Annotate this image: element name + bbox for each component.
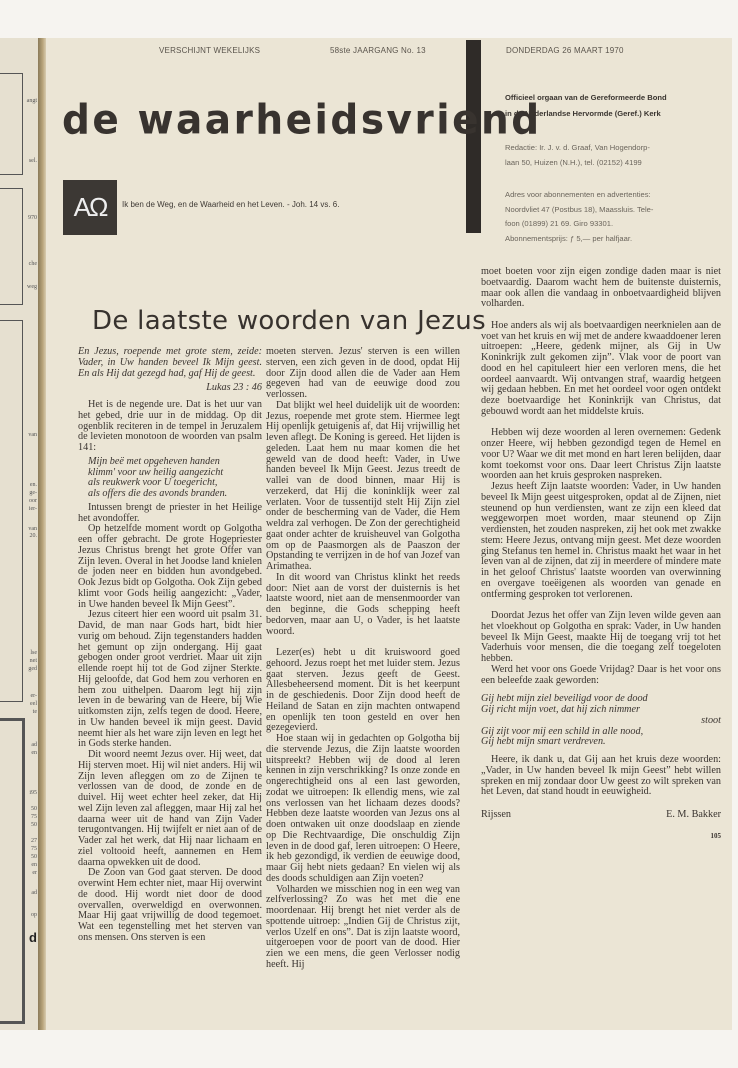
masthead: de waarheidsvriend xyxy=(62,96,542,145)
fragment: oor xyxy=(29,498,37,504)
paragraph: Hoe anders als wij als boetvaardigen neerknielen aan de voet van het kruis en wij met de andere kwaaddoener leren uitroepen: „Heere, gedenk mijner, als Gij in Uw Koninkrijk zult gekomen zijn”. Vlak voor de poort van dood en hel capituleert hier een verloren mens, die het oordeel aanvaardt. Wij ontvangen straf, waardig hetgeen wij gedaan hebben. En met het oordeel voor ogen ontdekt deze boetvaardige het Koninkrijk van Christus, dat gebouwd wordt aan het middelste kruis. xyxy=(481,319,721,417)
editor-info xyxy=(505,141,715,170)
paragraph: Volharden we misschien nog in een weg van zelfverlossing? Zo was het met die ene moordenaar. Hij brengt het niet verder als de spottende uitroep: „Indien Gij de Christus zijt, verlos Uzelf en ons”. Dat is zijn laatste woord, uitgeroepen voor de poort van de dood. Hier zien we een mens, die geen Verlosser nodig heeft. Hij xyxy=(266,883,460,970)
editor-line: laan 50, Huizen (N.H.), tel. (02152) 4199 xyxy=(505,157,642,167)
official-organ xyxy=(505,90,715,122)
paragraph: Intussen brengt de priester in het Heilige het avondoffer. xyxy=(78,501,262,524)
address-line: Abonnementsprijs: ƒ 5,— per halfjaar. xyxy=(505,233,633,243)
fragment: lse xyxy=(30,650,37,656)
fragment: 20. xyxy=(29,533,37,539)
organ-line: in de Nederlandse Hervormde (Geref.) Kerk xyxy=(505,109,661,118)
motto: Ik ben de Weg, en de Waarheid en het Leven. - Joh. 14 vs. 6. xyxy=(122,200,340,209)
address-line: Noordvliet 47 (Postbus 18), Maassluis. Tele- xyxy=(505,204,654,214)
author: E. M. Bakker xyxy=(666,809,721,820)
paragraph: Hoe staan wij in gedachten op Golgotha bij die stervende Jezus, die Zijn laatste woorden uitspreekt? Hebben wij de dood al leren kennen in zijn verschrikking? Is onze zonde en ongerechtigheid ons al een last geworden, zodat we uitroepen: Ik ellendig mens, wie zal ons verlossen van het lichaam dezes doods? Hebben deze laatste woorden van Jezus ons al doen ontwaken uit onze doodslaap en ziende op Die Rechtvaardige, Die onschuldig Zijn leven in de dood gaf, leren uitroepen: O Heere, ik heb gezondigd, ik verdien de eeuwige dood, maar Gij hebt niets gedaan? En vielen wij als des doods schuldigen aan Zijn voeten? xyxy=(266,733,460,884)
signature-line xyxy=(481,810,721,821)
paragraph: Jezus citeert hier een woord uit psalm 31. David, de man naar Gods hart, bidt hier vurig om behoud. Zijn tegenstanders hadden het gemunt op zijn ondergang. Hij gaat gebogen onder groot verdriet. Maar uit zijn ellende roept hij tot de God zijner Sterkte. Hij geloofde, dat God hem zou verhoren en hem zou uithelpen. Daarom legt hij zijn leven in de bewaring van de Heere, bij Wie uitkomsten zijn, zelfs tegen de dood. Heere, in Uw handen beveel ik mijn geest. David neemt hier als het ware zijn leven en legt het in Gods sterke handen. xyxy=(78,609,262,750)
closing-poem xyxy=(481,694,721,748)
newspaper-page xyxy=(46,38,732,1030)
organ-line: Officieel orgaan van de Gereformeerde Bond xyxy=(505,93,667,102)
paragraph: Het is de negende ure. Dat is het uur van het gebed, drie uur in de middag. Op dit ogenblik reciteren in de tempel in Jeruzalem de levieten monotoon de woorden van psalm 141: xyxy=(78,399,262,453)
fragment: en xyxy=(31,750,37,756)
poem-line: Mijn beë met opgeheven handen xyxy=(88,455,220,467)
prev-page-box xyxy=(0,320,23,702)
paragraph: Dat blijkt wel heel duidelijk uit de woorden: Jezus, roepende met grote stem. Hiermee legt Hij openlijk getuigenis af, dat Hij vrijwillig het leven aflegt. De Koning is gereed. Het lijden is geleden. Laat hem nu maar komen die het geweld van de dood heeft: Vader, in Uwe handen beveel Ik Mijn Geest. Jezus treedt de vallei van de dood binnen, maar Hij is verzekerd, dat Hij die koninklijk weer zal verlaten. Voor de tussentijd stelt Hij Zijn ziel onder de bescherming van de Vader, die Hem weldra zal verhogen. De Zon der gerechtigheid gaat onder achter de kruisheuvel van Golgotha om op de Paasmorgen als de Paaszon der Opstanding te verrijzen in de hof van Jozef van Arimathea. xyxy=(266,399,460,572)
frequency-label: VERSCHIJNT WEKELIJKS xyxy=(159,46,261,55)
fragment: 50 xyxy=(31,806,37,812)
subscription-info xyxy=(505,188,715,246)
issue-date: DONDERDAG 26 MAART 1970 xyxy=(506,46,624,55)
paragraph: Heere, ik dank u, dat Gij aan het kruis deze woorden: „Vader, in Uw handen beveel Ik mijn Geest” hebt willen spreken en mij zondaar door Uw geest zo wilt spreken van het Leven, dat stand houdt in eeuwigheid. xyxy=(481,754,721,798)
fragment: 75 xyxy=(31,846,37,852)
paragraph: Jezus heeft Zijn laatste woorden: Vader, in Uw handen beveel Ik Mijn geest uitgesproken, opdat al de Zijnen, niet steunend op hun verdiensten, want ze zijn een kleed dat weggeworpen moet worden, maar steunend op Zijn verdiensten, het zouden naspreken, zij het ook met zwakke stem: Heere Jezus, ontvang mijn geest. Met deze woorden ging Stefanus ten hemel in. Christus maakt het waar in het leven van al de zijnen, dat zij in meerdere of mindere mate in het geloof Christus' laatste woorden van overwinning en overgave toeëigenen als woorden van genade en ontferming gesproken tot verlorenen. xyxy=(481,481,721,600)
address-line: foon (01899) 21 69. Giro 93301. xyxy=(505,219,614,229)
fragment: er xyxy=(32,870,37,876)
fragment: eel xyxy=(30,701,37,707)
prev-page-box xyxy=(0,718,25,1024)
previous-page-edge xyxy=(0,38,40,1030)
fragment: sel. xyxy=(28,158,37,164)
article-title: De laatste woorden van Jezus xyxy=(92,306,486,336)
poem-line: Gij hebt mijn ziel beveiligd voor de dood xyxy=(481,693,648,705)
column-1 xyxy=(78,347,262,944)
paragraph: In dit woord van Christus klinkt het reeds door: Niet aan de vorst der duisternis is het laatste woord, niet aan de mensenmoorder van den beginne, die Gods schepping heeft bedorven, maar aan U, o Vader, is het laatste woord. xyxy=(266,571,460,637)
fragment: van xyxy=(28,432,37,438)
epigraph: En Jezus, roepende met grote stem, zeide: Vader, in Uw handen beveel Ik Mijn geest. En als Hij dat gezegd had, gaf Hij de geest. xyxy=(78,346,262,379)
fragment: en. xyxy=(29,482,37,488)
paragraph: Dit woord neemt Jezus over. Hij weet, dat Hij sterven moet. Hij wil niet anders. Hij wil Zijn leven afleggen om zo de Zijnen te verlossen van de dood, de zonde en de duivel. Hij weet echter heel zeker, dat Hij wel Zijn leven zal afleggen, maar Hij zal het daarna weer uit de hand van Zijn Vader terugontvangen. Hij twijfelt er niet aan of de Vader zal het werk, dat Hij naar lichaam en ziel voltooid heeft, aannemen en Hem daarna opwekken uit de dood. xyxy=(78,749,262,868)
fragment: ier- xyxy=(28,506,37,512)
page-number: 105 xyxy=(710,831,721,840)
place: Rijssen xyxy=(481,809,512,820)
fragment: ad xyxy=(31,742,37,748)
fragment: van xyxy=(28,526,37,532)
alpha-omega-logo: AΩ xyxy=(63,180,117,235)
psalm-quote xyxy=(88,457,262,500)
column-2 xyxy=(266,347,460,971)
prev-page-box xyxy=(0,73,23,175)
fragment: d xyxy=(29,930,37,945)
fragment: i95 xyxy=(29,790,37,796)
fragment: en xyxy=(31,862,37,868)
paragraph: moet boeten voor zijn eigen zondige daden maar is niet boetvaardig. Daarom wacht hem de buitenste duisternis, maar ook allen die vandaag in onboetvaardigheid blijven volharden. xyxy=(481,266,721,310)
epigraph-reference: Lukas 23 : 46 xyxy=(206,382,262,394)
poem-line: klimm' voor uw heilig aangezicht xyxy=(88,466,224,478)
fragment: angt xyxy=(26,98,37,104)
poem-line: Gij richt mijn voet, dat hij zich nimmer xyxy=(481,704,641,715)
paragraph: Lezer(es) hebt u dit kruiswoord goed gehoord. Jezus roept het met luider stem. Jezus gaat sterven. Jezus geeft de Geest. Allesbeheersend moment. Dit is het keerpunt in de geschiedenis. Door Zijn dood heeft de Heiland de Satan en zijn machten ontwapend en openlijk ten toon gesteld en over hen gezegevierd. xyxy=(266,647,460,734)
poem-line: als reukwerk voor U toegericht, xyxy=(88,477,218,489)
poem-line: stoot xyxy=(701,714,721,726)
fragment: ad xyxy=(31,890,37,896)
fragment: net xyxy=(29,658,37,664)
fragment: er- xyxy=(30,693,37,699)
paragraph: Werd het voor ons Goede Vrijdag? Daar is het voor ons een beleefde zaak geworden: xyxy=(481,663,721,686)
fragment: 27 xyxy=(31,838,37,844)
editor-line: Redactie: Ir. J. v. d. Graaf, Van Hogendorp- xyxy=(505,143,650,152)
paragraph: Hebben wij deze woorden al leren overnemen: Gedenk onzer Heere, wij hebben gezondigd tegen de Hemel en voor U? Waar we dit met mond en hart leren belijden, daar komt toekomst voor ons. Daar leert Christus Zijn laatste woorden aan het kruis gesproken naspreken. xyxy=(481,427,721,482)
paragraph: moeten sterven. Jezus' sterven is een willen sterven, een zich geven in de dood, opdat Hij door Zijn dood allen die de Vader aan Hem gegeven had van de eeuwige dood zou verlossen. xyxy=(266,346,460,400)
address-line: Adres voor abonnementen en advertenties: xyxy=(505,190,651,199)
binding-edge xyxy=(38,38,46,1030)
fragment: op xyxy=(31,912,37,918)
fragment: che xyxy=(28,261,37,267)
poem-line: Gij hebt mijn smart verdreven. xyxy=(481,736,606,748)
paragraph: Doordat Jezus het offer van Zijn leven wilde geven aan het vloekhout op Golgotha en sprak: Vader, in Uw handen beveel Ik Mijn Geest, maakte Hij de toegang vrij tot het Vaderhuis voor mensen, die die toegang zelf toegeloten hebben. xyxy=(481,610,721,664)
fragment: te xyxy=(32,709,37,715)
fragment: 970 xyxy=(28,215,37,221)
poem-line: Gij zijt voor mij een schild in alle nood, xyxy=(481,725,644,737)
paragraph: Op hetzelfde moment wordt op Golgotha een offer gebracht. De grote Hogepriester Jezus Christus brengt het grote Offer van Zijn leven. Overal in het Joodse land knielen de joden neer en bidden hun avondgebed. Ook Jezus bidt op Golgotha. Ook Zijn gebed klimt voor Gods heilig aangezicht: „Vader, in Uwe handen beveel Ik Mijn Geest”. xyxy=(78,523,262,610)
prev-page-box xyxy=(0,188,23,305)
fragment: ged xyxy=(28,666,37,672)
fragment: 50 xyxy=(31,854,37,860)
fragment: ge- xyxy=(29,490,37,496)
column-3 xyxy=(481,267,721,842)
poem-line: als offers die des avonds branden. xyxy=(88,488,228,499)
fragment: weg xyxy=(27,284,37,290)
volume-label: 58ste JAARGANG No. 13 xyxy=(330,46,426,55)
fragment: 75 xyxy=(31,814,37,820)
fragment: 50 xyxy=(31,822,37,828)
paragraph: De Zoon van God gaat sterven. De dood overwint Hem echter niet, maar Hij overwint de dood. Hij wordt niet door de dood overvallen, overweldigd en overwonnen. Maar Hij gaat vrijwillig de dood tegemoet. Wat een tegenstelling met het sterven van ons mensen. Ons sterven is een xyxy=(78,867,262,943)
